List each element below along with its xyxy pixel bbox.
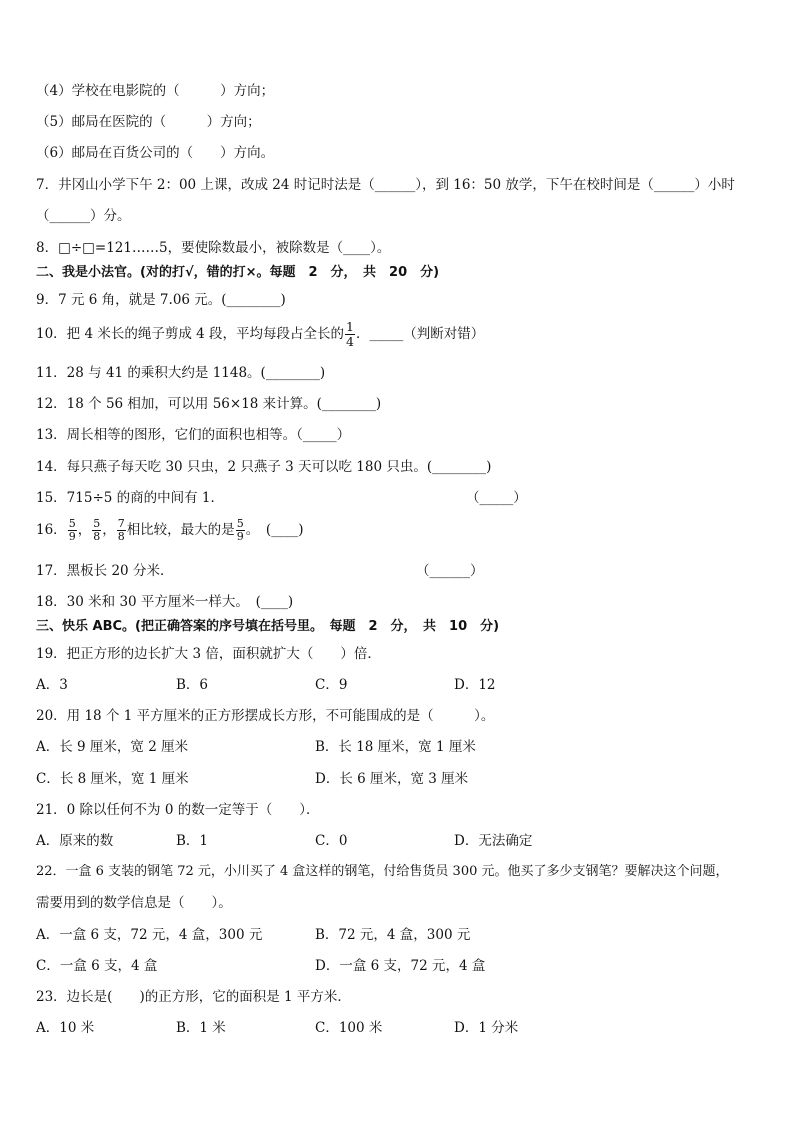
- fraction-numerator: 1: [346, 319, 354, 334]
- fraction-5-9-answer: [236, 518, 245, 543]
- question-10: [36, 320, 484, 349]
- question-22-option-d: D．一盒 6 支，72 元，4 盒: [315, 958, 486, 974]
- question-23-option-c: C．100 米: [315, 1020, 383, 1036]
- fraction-denominator: 8: [117, 530, 125, 543]
- question-20: 20．用 18 个 1 平方厘米的正方形摆成长方形，不可能围成的是（ ）。: [36, 708, 495, 724]
- question-21-option-a: A．原来的数: [36, 833, 114, 849]
- question-15: 15．715÷5 的商的中间有 1．: [36, 490, 225, 506]
- question-21-option-c: C．0: [315, 833, 348, 849]
- question-16-number: 16．: [36, 522, 67, 538]
- question-10-tail: ．_____（判断对错）: [355, 326, 485, 342]
- question-7-line2: （______）分。: [36, 208, 131, 224]
- question-19-option-a: A．3: [36, 677, 68, 693]
- question-11: 11．28 与 41 的乘积大约是 1148。(________): [36, 365, 326, 381]
- question-23-option-d: D．1 分米: [454, 1020, 519, 1036]
- question-22-option-b: B．72 元，4 盒，300 元: [315, 927, 471, 943]
- fraction-one-quarter: [345, 320, 355, 349]
- question-17: 17．黑板长 20 分米．: [36, 563, 174, 579]
- question-23-option-b: B．1 米: [176, 1020, 226, 1036]
- question-20-option-c: C．长 8 厘米，宽 1 厘米: [36, 771, 189, 787]
- fraction-numerator: 5: [236, 517, 244, 530]
- section-2-heading: 二、我是小法官。(对的打√，错的打×。每题 2 分， 共 20 分): [36, 265, 440, 280]
- question-10-text: 10．把 4 米长的绳子剪成 4 段，平均每段占全长的: [36, 326, 345, 342]
- question-21: 21．0 除以任何不为 0 的数一定等于（ ）．: [36, 802, 320, 818]
- question-20-option-b: B．长 18 厘米，宽 1 厘米: [315, 739, 476, 755]
- question-16-text: 相比较，最大的是: [126, 522, 235, 538]
- question-17-blank: （______）: [416, 563, 484, 579]
- fraction-denominator: 9: [68, 530, 76, 543]
- question-23-option-a: A．10 米: [36, 1020, 95, 1036]
- fraction-denominator: 8: [93, 530, 101, 543]
- question-18: 18．30 米和 30 平方厘米一样大。 (____): [36, 594, 294, 610]
- fraction-denominator: 9: [236, 530, 244, 543]
- section-3-heading: 三、快乐 ABC。(把正确答案的序号填在括号里。 每题 2 分， 共 10 分): [36, 619, 500, 634]
- question-22-option-c: C．一盒 6 支，4 盒: [36, 958, 158, 974]
- question-21-option-b: B．1: [176, 833, 209, 849]
- question-9: 9．7 元 6 角，就是 7.06 元。(________): [36, 292, 286, 308]
- fraction-7-8: [117, 518, 126, 543]
- question-15-blank: （_____）: [466, 490, 527, 506]
- question-8: 8．□÷□=121……5，要使除数最小，被除数是（____）。: [36, 240, 391, 256]
- question-19-option-d: D．12: [454, 677, 496, 693]
- question-16: 16． $\frac{5}{9}$ ， $\frac{5}{8}$ ， $\frac{7}{8}$ 相比较，最大的是 $\frac{5}{9}$ 。 (____): [36, 517, 304, 543]
- item-5: （5）邮局在医院的（ ）方向；: [36, 114, 261, 130]
- question-19-option-b: B．6: [176, 677, 209, 693]
- question-20-option-a: A．长 9 厘米，宽 2 厘米: [36, 739, 189, 755]
- question-22-option-a: A．一盒 6 支，72 元，4 盒，300 元: [36, 927, 263, 943]
- item-4: （4）学校在电影院的（ ）方向；: [36, 83, 275, 99]
- fraction-5-8: [92, 518, 101, 543]
- question-20-option-d: D．长 6 厘米，宽 3 厘米: [315, 771, 469, 787]
- question-14: 14．每只燕子每天吃 30 只虫，2 只燕子 3 天可以吃 180 只虫。(________): [36, 459, 492, 475]
- question-23: 23．边长是( )的正方形，它的面积是 1 平方米．: [36, 989, 351, 1005]
- question-22-line1: 22．一盒 6 支装的钢笔 72 元，小川买了 4 盒这样的钢笔，付给售货员 300 元。他买了多少支钢笔？要解决这个问题，: [36, 864, 729, 879]
- question-7-line1: 7．井冈山小学下午 2：00 上课，改成 24 时记时法是（______），到 16：50 放学，下午在校时间是（______）小时: [36, 177, 735, 193]
- question-19: 19．把正方形的边长扩大 3 倍，面积就扩大（ ）倍．: [36, 646, 381, 662]
- item-6: （6）邮局在百货公司的（ ）方向。: [36, 145, 275, 161]
- fraction-5-9: [68, 518, 77, 543]
- fraction-numerator: 7: [117, 517, 125, 530]
- question-13: 13．周长相等的图形，它们的面积也相等。（_____）: [36, 427, 351, 443]
- question-16-tail: 。 (____): [245, 522, 304, 538]
- fraction-denominator: 4: [346, 334, 354, 349]
- fraction-numerator: 5: [68, 517, 76, 530]
- question-21-option-d: D．无法确定: [454, 833, 533, 849]
- fraction-numerator: 5: [93, 517, 101, 530]
- question-22-line2: 需要用到的数学信息是（ ）。: [36, 895, 232, 911]
- question-12: 12．18 个 56 相加，可以用 56×18 来计算。(________): [36, 396, 382, 412]
- question-19-option-c: C．9: [315, 677, 348, 693]
